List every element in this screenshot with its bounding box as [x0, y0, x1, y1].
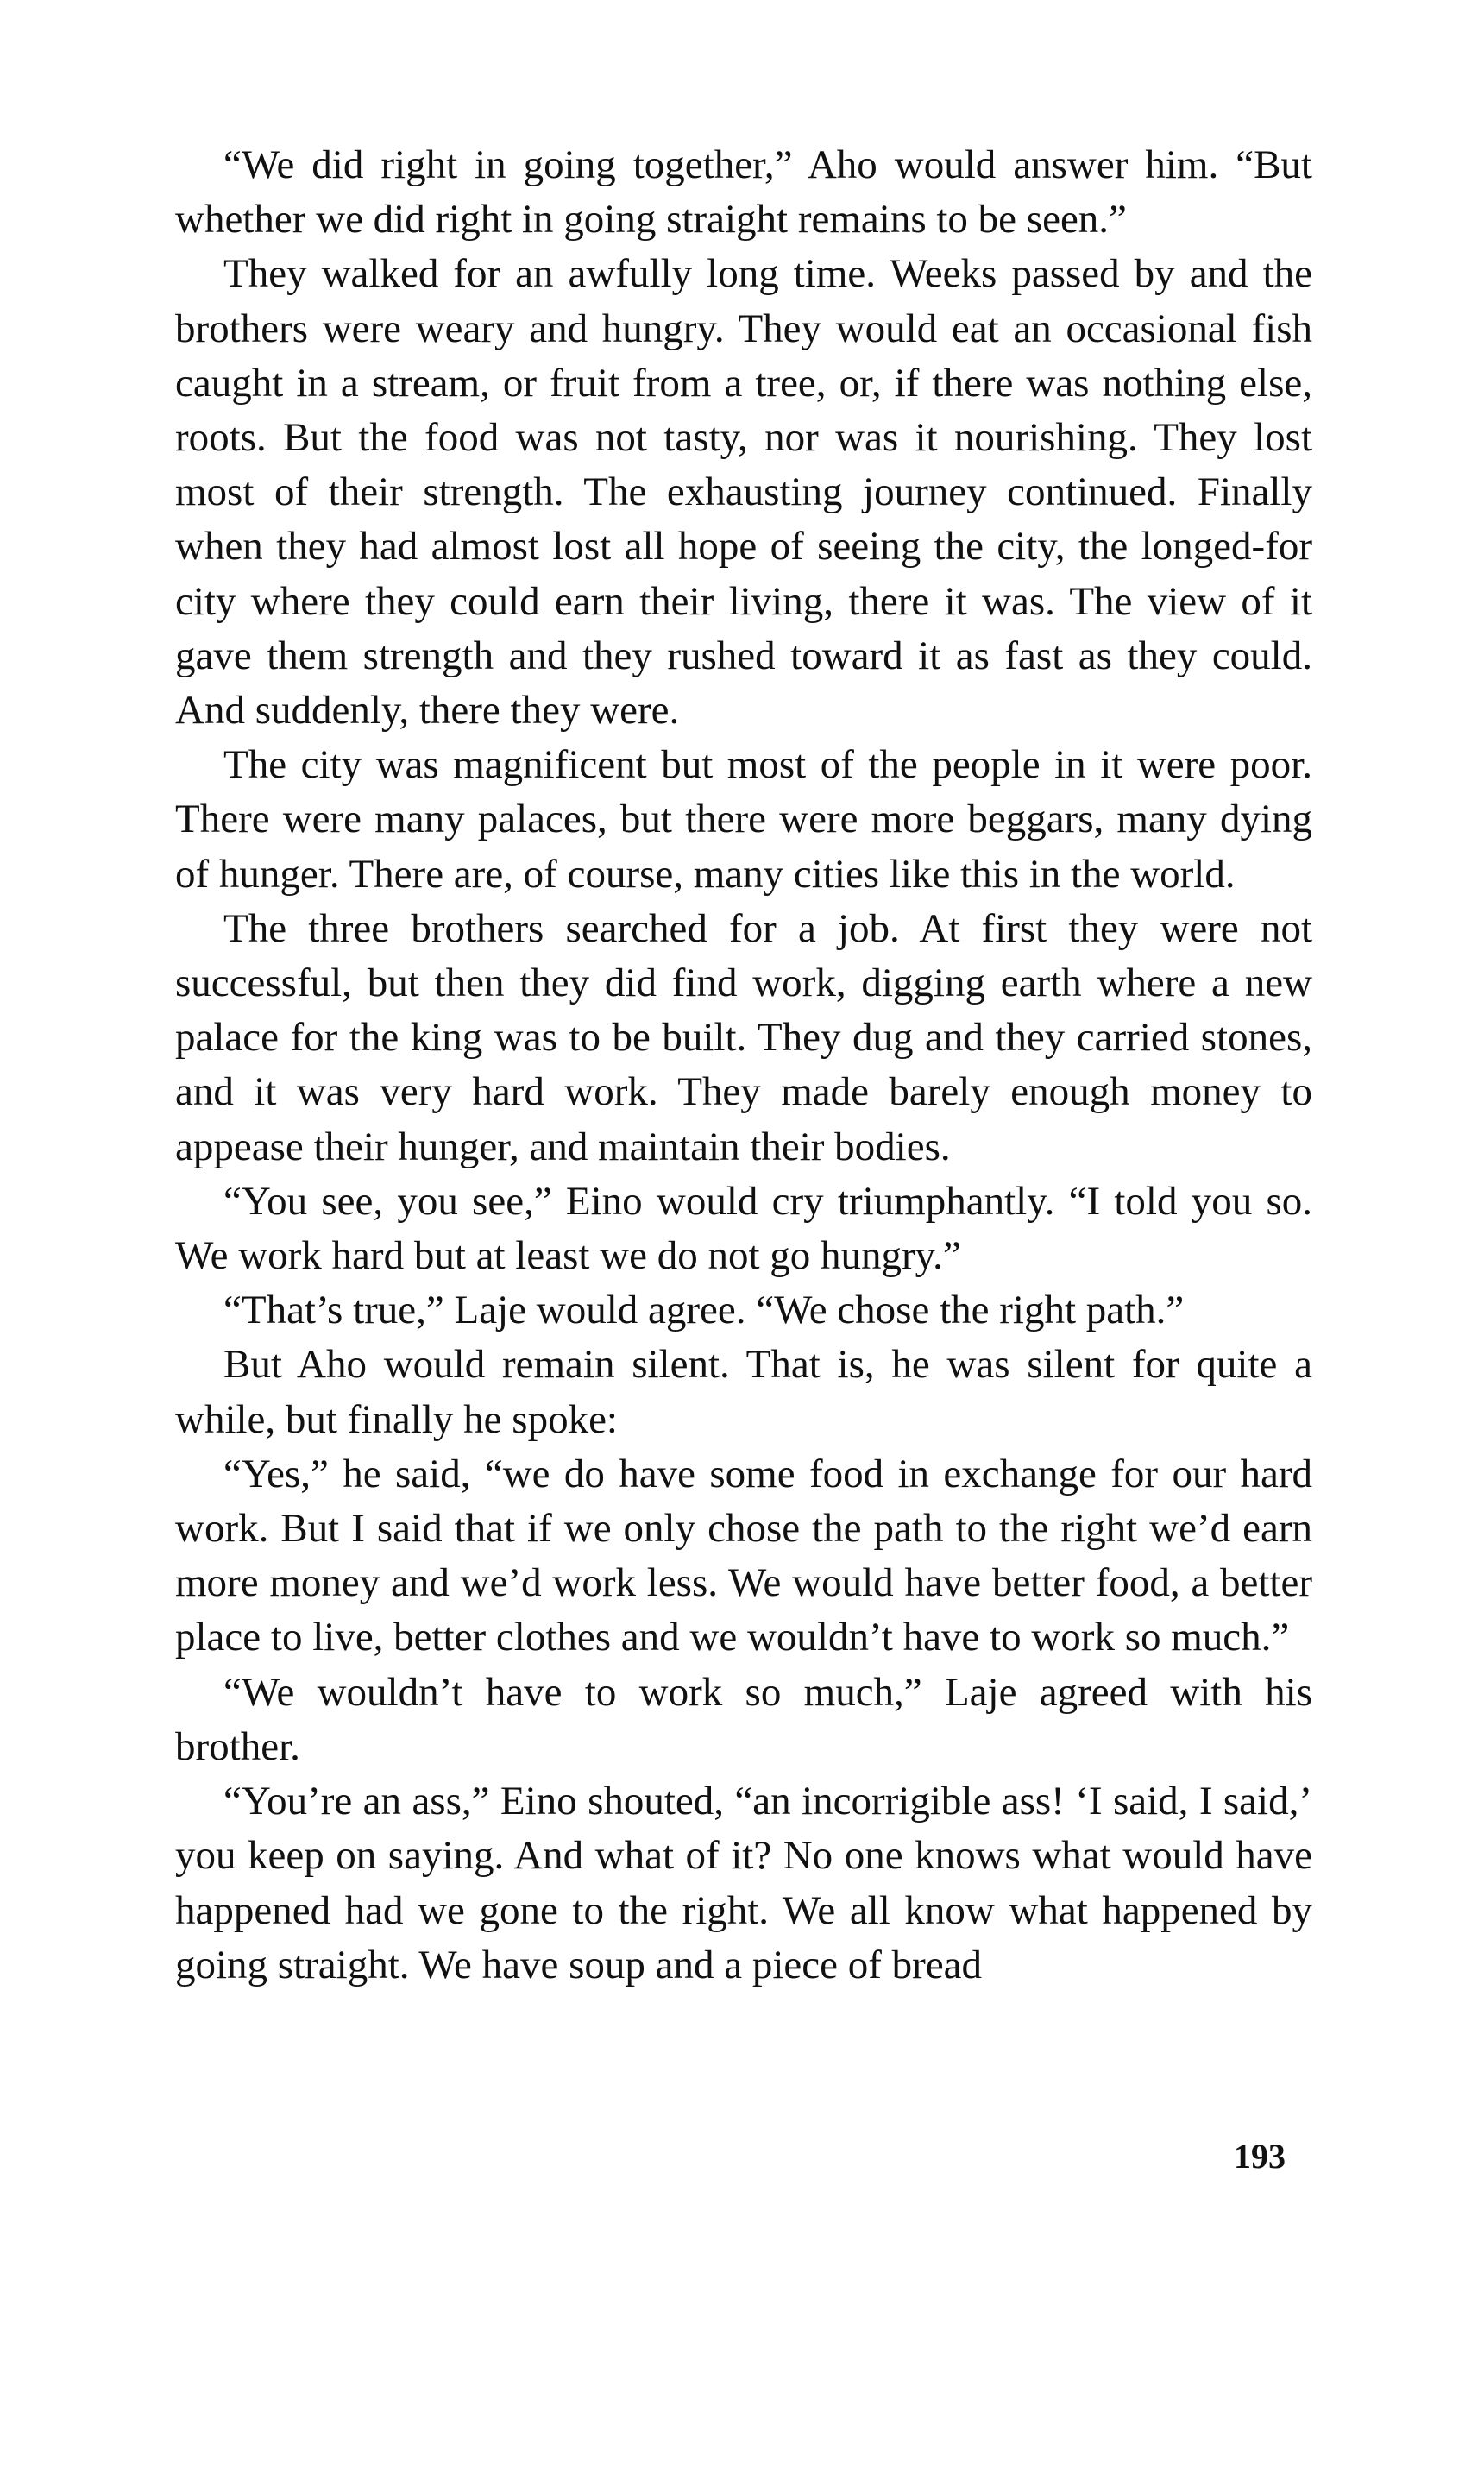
paragraph-eino-shouts: “You’re an ass,” Eino shouted, “an incorrigible ass! ‘I said, I said,’ you keep on saying. And what of it? No one knows what would have happened had we gone to the right. We all know what happened by going straight. We have soup and a piece of bread [175, 1779, 1312, 1987]
body-text [175, 138, 1312, 1993]
paragraph-job-search: The three brothers searched for a job. At first they were not successful, but then they did find work, digging earth where a new palace for the king was to be built. They dug and they carried stones, and it was very hard work. They made barely enough money to appease their hunger, and maintain their bodies. [175, 905, 1312, 1169]
paragraph-aho-answer: “We did right in going together,” Aho would answer him. “But whether we did right in going straight remains to be seen.” [175, 142, 1312, 243]
paragraph-eino-triumph: “You see, you see,” Eino would cry triumphantly. “I told you so. We work hard but at least we do not go hungry.” [175, 1178, 1312, 1279]
paragraph-aho-silent: But Aho would remain silent. That is, he was silent for quite a while, but finally he spoke: [175, 1342, 1312, 1442]
paragraph-laje-echo: “We wouldn’t have to work so much,” Laje agreed with his brother. [175, 1669, 1312, 1769]
paragraph-laje-agrees: “That’s true,” Laje would agree. “We chose the right path.” [223, 1288, 1185, 1333]
page-number: 193 [1234, 2137, 1286, 2176]
paragraph-aho-speaks: “Yes,” he said, “we do have some food in exchange for our hard work. But I said that if we only chose the path to the right we’d earn more money and we’d work less. We would have better food, a better place to live, better clothes and we wouldn’t have to work so much.” [175, 1451, 1312, 1660]
paragraph-long-walk: They walked for an awfully long time. Weeks passed by and the brothers were weary and hungry. They would eat an occasional fish caught in a stream, or fruit from a tree, or, if there was nothing else, roots. But the food was not tasty, nor was it nourishing. They lost most of their strength. The exhausting journey continued. Finally when they had almost lost all hope of seeing the city, the longed-for city where they could earn their living, there it was. The view of it gave them strength and they rushed toward it as fast as they could. And suddenly, there they were. [175, 251, 1312, 734]
paragraph-city-description: The city was magnificent but most of the people in it were poor. There were many palaces, but there were more beggars, many dying of hunger. There are, of course, many cities like this in the world. [175, 742, 1312, 897]
